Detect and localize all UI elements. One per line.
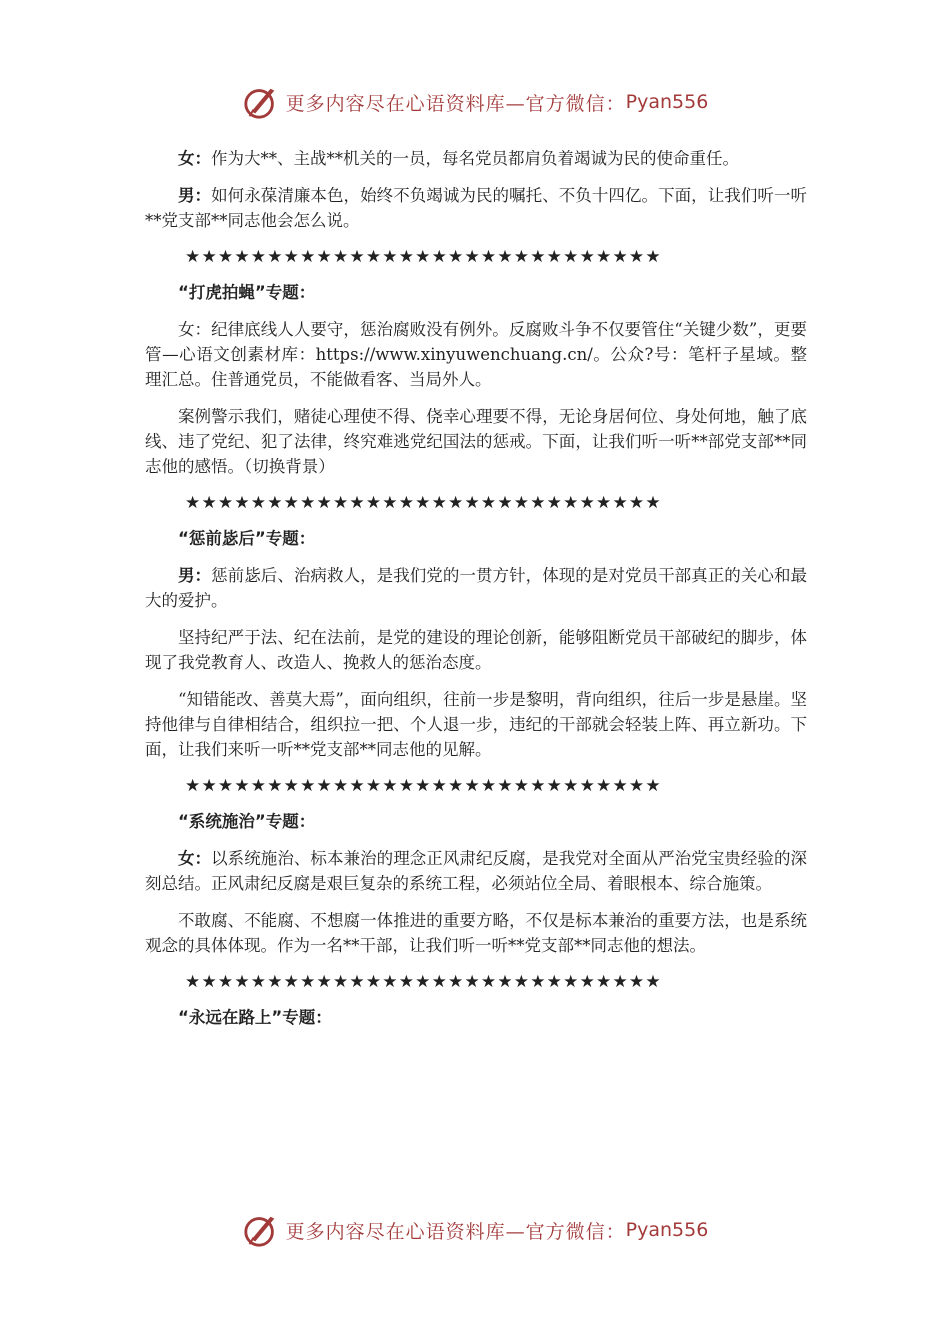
footer-banner — [0, 1210, 950, 1250]
document-body — [145, 146, 807, 1042]
section-heading: “打虎拍蝇”专题： — [178, 283, 316, 302]
banner-text: 更多内容尽在心语资料库—官方微信： — [285, 92, 626, 115]
paragraph — [145, 317, 807, 392]
speaker-label: 女： — [178, 149, 211, 168]
paragraph — [145, 563, 807, 613]
paragraph — [145, 687, 807, 762]
paragraph-text: 惩前毖后、治病救人，是我们党的一贯方针，体现的是对党员干部真正的关心和最大的爱护。 — [145, 566, 808, 610]
banner-wechat-id: Pyan556 — [625, 91, 709, 113]
paragraph — [145, 625, 807, 675]
star-divider: ★★★★★★★★★★★★★★★★★★★★★★★★★★★★★ — [185, 776, 662, 796]
quill-pen-logo-icon — [242, 1211, 280, 1249]
paragraph-text: 作为大**、主战**机关的一员，每名党员都肩负着竭诚为民的使命重任。 — [211, 149, 739, 168]
paragraph-text: 不敢腐、不能腐、不想腐一体推进的重要方略，不仅是标本兼治的重要方法，也是系统观念的具体体现。作为一名**干部，让我们听一听**党支部**同志他的想法。 — [145, 911, 807, 955]
paragraph-text: 如何永葆清廉本色，始终不负竭诚为民的嘱托、不负十四亿。下面，让我们听一听**党支部**同志他会怎么说。 — [145, 186, 808, 230]
star-divider: ★★★★★★★★★★★★★★★★★★★★★★★★★★★★★ — [185, 493, 662, 513]
section-heading: “惩前毖后”专题： — [178, 529, 316, 548]
star-divider: ★★★★★★★★★★★★★★★★★★★★★★★★★★★★★ — [185, 972, 662, 992]
paragraph-text: 女：纪律底线人人要守，惩治腐败没有例外。反腐败斗争不仅要管住“关键少数”，更要管—心语文创素材库：https://www.xinyuwenchuang.cn/。公众?号：笔杆子星域。整理汇总。住普通党员，不能做看客、当局外人。 — [145, 320, 807, 389]
speaker-label: 男： — [178, 566, 212, 585]
header-banner — [0, 82, 950, 122]
banner-wechat-id: Pyan556 — [625, 1219, 709, 1241]
section-heading: “永远在路上”专题： — [178, 1008, 332, 1027]
paragraph — [145, 404, 807, 479]
paragraph — [145, 846, 807, 896]
paragraph — [145, 183, 807, 233]
speaker-label: 女： — [178, 849, 212, 868]
paragraph-text: 坚持纪严于法、纪在法前，是党的建设的理论创新，能够阻断党员干部破纪的脚步，体现了我党教育人、改造人、挽救人的惩治态度。 — [145, 628, 807, 672]
quill-pen-logo-icon — [242, 83, 280, 121]
paragraph-text: “知错能改、善莫大焉”，面向组织，往前一步是黎明，背向组织，往后一步是悬崖。坚持他律与自律相结合，组织拉一把、个人退一步，违纪的干部就会轻装上阵、再立新功。下面，让我们来听一听**党支部**同志他的见解。 — [145, 690, 807, 759]
banner-text: 更多内容尽在心语资料库—官方微信： — [285, 1220, 626, 1243]
paragraph — [145, 908, 807, 958]
speaker-label: 男： — [178, 186, 212, 205]
paragraph-text: 案例警示我们，赌徒心理使不得、侥幸心理要不得，无论身居何位、身处何地，触了底线、违了党纪、犯了法律，终究难逃党纪国法的惩戒。下面，让我们听一听**部党支部**同志他的感悟。（切换背景） — [145, 407, 807, 476]
paragraph — [145, 146, 807, 171]
section-heading: “系统施治”专题： — [178, 812, 316, 831]
star-divider: ★★★★★★★★★★★★★★★★★★★★★★★★★★★★★ — [185, 247, 662, 267]
paragraph-text: 以系统施治、标本兼治的理念正风肃纪反腐，是我党对全面从严治党宝贵经验的深刻总结。正风肃纪反腐是艰巨复杂的系统工程，必须站位全局、着眼根本、综合施策。 — [145, 849, 808, 893]
